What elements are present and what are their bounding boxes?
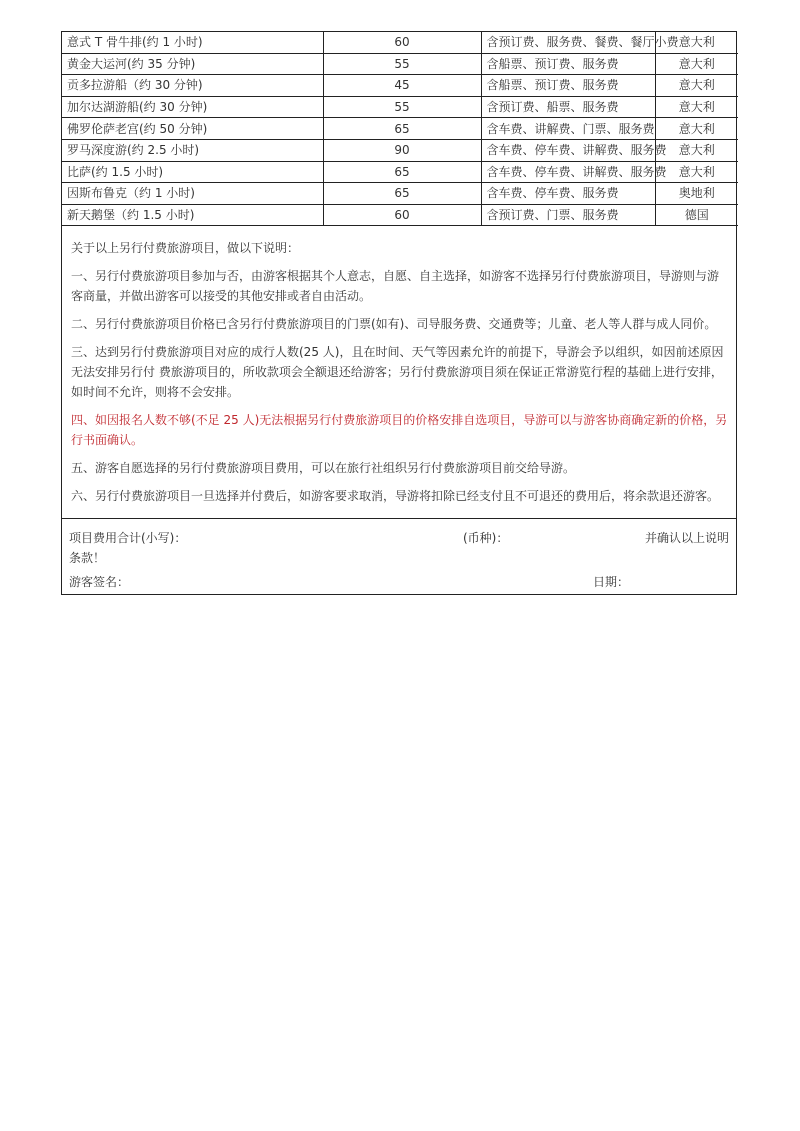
tour-country-cell: 意大利: [655, 32, 738, 53]
currency-label: (币种)：: [462, 531, 509, 546]
tour-includes-cell: 含车费、停车费、讲解费、服务费: [481, 161, 655, 183]
tour-name-cell: 因斯布鲁克（约 1 小时): [62, 183, 323, 205]
tour-country-cell: 意大利: [655, 96, 738, 118]
notes-section: [62, 226, 736, 518]
note-item-2: 二、另行付费旅游项目价格已含另行付费旅游项目的门票(如有)、司导服务费、交通费等；儿童、老人等人群与成人同价。: [71, 317, 717, 332]
tour-includes-cell: 含船票、预订费、服务费: [481, 75, 655, 97]
table-row: [62, 139, 738, 161]
tour-price-cell: 45: [323, 75, 481, 97]
note-item-4-warning: 四、如因报名人数不够(不足 25 人)无法根据另行付费旅游项目的价格安排自选项目，导游可以与游客协商确定新的价格，另行书面确认。: [71, 413, 728, 448]
tour-country-cell: 意大利: [655, 161, 738, 183]
confirm-label: 并确认以上说明: [644, 531, 729, 546]
tour-price-cell: 55: [323, 96, 481, 118]
table-row: [62, 32, 738, 53]
tour-includes-cell: 含车费、停车费、讲解费、服务费: [481, 139, 655, 161]
tour-name-cell: 罗马深度游(约 2.5 小时): [62, 139, 323, 161]
tour-includes-cell: 含预订费、服务费、餐费、餐厅小费: [481, 32, 655, 53]
note-item-1: 一、另行付费旅游项目参加与否，由游客根据其个人意志，自愿、自主选择，如游客不选择另行付费旅游项目，导游则与游客商量，并做出游客可以接受的其他安排或者自由活动。: [71, 269, 720, 304]
optional-tours-table: [62, 32, 738, 226]
note-item-5: 五、游客自愿选择的另行付费旅游项目费用，可以在旅行社组织另行付费旅游项目前交给导游。: [71, 461, 576, 476]
date-label: 日期：: [592, 575, 629, 590]
tour-name-cell: 比萨(约 1.5 小时): [62, 161, 323, 183]
confirm-continuation: 条款！: [69, 551, 106, 566]
tour-includes-cell: 含预订费、门票、服务费: [481, 204, 655, 226]
notes-intro: 关于以上另行付费旅游项目，做以下说明：: [71, 241, 300, 256]
tour-country-cell: 奥地利: [655, 183, 738, 205]
tour-includes-cell: 含车费、讲解费、门票、服务费: [481, 118, 655, 140]
tour-country-cell: 德国: [655, 204, 738, 226]
document-frame: [61, 31, 737, 595]
table-row: [62, 96, 738, 118]
table-row: [62, 204, 738, 226]
tour-name-cell: 黄金大运河(约 35 分钟): [62, 53, 323, 75]
table-row: [62, 53, 738, 75]
tour-name-cell: 贡多拉游船（约 30 分钟): [62, 75, 323, 97]
table-row: [62, 75, 738, 97]
note-item-3: 三、达到另行付费旅游项目对应的成行人数(25 人)，且在时间、天气等因素允许的前提下，导游会予以组织，如因前述原因无法安排另行付 费旅游项目的，所收款项会全额退还给游客；另行付费旅游项目须在保证正常游览行程的基础上进行安排，如时间不允许，则将不会安排。: [71, 345, 724, 400]
tour-includes-cell: 含车费、停车费、服务费: [481, 183, 655, 205]
tour-name-cell: 佛罗伦萨老宫(约 50 分钟): [62, 118, 323, 140]
table-row: [62, 161, 738, 183]
tour-price-cell: 60: [323, 32, 481, 53]
tour-country-cell: 意大利: [655, 75, 738, 97]
table-row: [62, 118, 738, 140]
signer-label: 游客签名：: [69, 575, 130, 590]
tour-includes-cell: 含预订费、船票、服务费: [481, 96, 655, 118]
signature-section: [62, 518, 736, 594]
table-row: [62, 183, 738, 205]
tour-name-cell: 新天鹅堡（约 1.5 小时): [62, 204, 323, 226]
tour-country-cell: 意大利: [655, 118, 738, 140]
tour-price-cell: 60: [323, 204, 481, 226]
tour-price-cell: 55: [323, 53, 481, 75]
tour-country-cell: 意大利: [655, 53, 738, 75]
tour-name-cell: 意式 T 骨牛排(约 1 小时): [62, 32, 323, 53]
tour-price-cell: 65: [323, 183, 481, 205]
tour-price-cell: 90: [323, 139, 481, 161]
tour-country-cell: 意大利: [655, 139, 738, 161]
tour-includes-cell: 含船票、预订费、服务费: [481, 53, 655, 75]
tour-name-cell: 加尔达湖游船(约 30 分钟): [62, 96, 323, 118]
tour-price-cell: 65: [323, 161, 481, 183]
total-fee-label: 项目费用合计(小写)：: [69, 531, 187, 546]
note-item-6: 六、另行付费旅游项目一旦选择并付费后，如游客要求取消，导游将扣除已经支付且不可退还的费用后，将余款退还游客。: [71, 489, 720, 504]
tour-price-cell: 65: [323, 118, 481, 140]
